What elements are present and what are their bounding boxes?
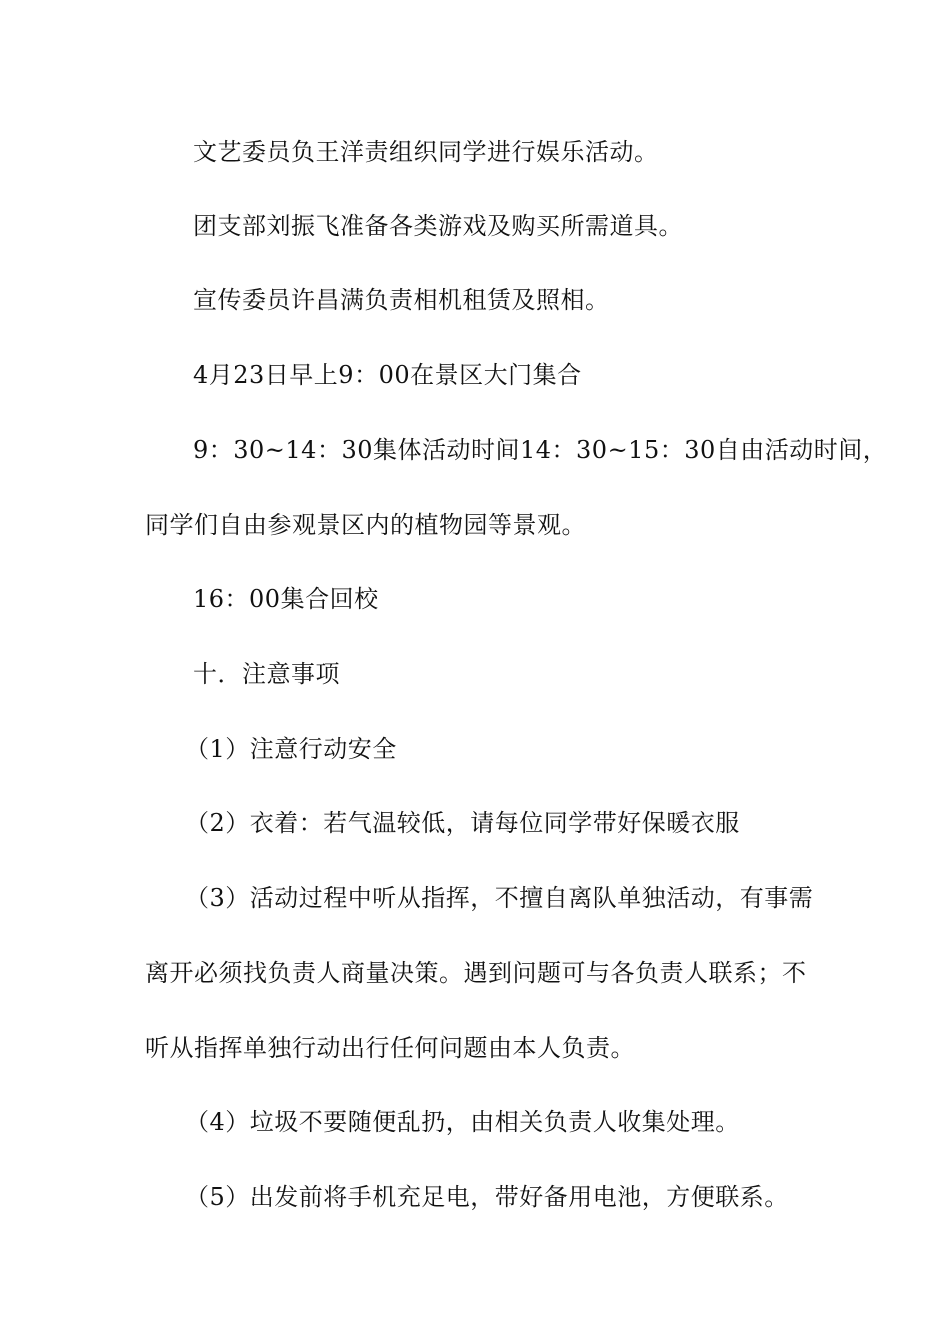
paragraph-line: 9：30~14：30集体活动时间14：30~15：30自由活动时间， <box>193 436 888 464</box>
section-heading: 十．注意事项 <box>193 660 340 688</box>
list-item: （5）出发前将手机充足电，带好备用电池，方便联系。 <box>185 1183 789 1211</box>
paragraph-line: 文艺委员负王洋责组织同学进行娱乐活动。 <box>193 138 659 166</box>
paragraph-line: 16：00集合回校 <box>193 585 379 613</box>
paragraph-line: 4月23日早上9：00在景区大门集合 <box>193 361 582 389</box>
paragraph-line: 宣传委员许昌满负责相机租赁及照相。 <box>193 286 610 314</box>
paragraph-line: 听从指挥单独行动出行任何问题由本人负责。 <box>145 1034 635 1062</box>
list-item: （2）衣着：若气温较低，请每位同学带好保暖衣服 <box>185 809 740 837</box>
list-item: （4）垃圾不要随便乱扔，由相关负责人收集处理。 <box>185 1108 740 1136</box>
list-item: （1）注意行动安全 <box>185 735 397 763</box>
list-item: （3）活动过程中听从指挥，不擅自离队单独活动，有事需 <box>185 884 814 912</box>
paragraph-line: 同学们自由参观景区内的植物园等景观。 <box>145 511 586 539</box>
paragraph-line: 团支部刘振飞准备各类游戏及购买所需道具。 <box>193 212 683 240</box>
paragraph-line: 离开必须找负责人商量决策。遇到问题可与各负责人联系；不 <box>145 959 807 987</box>
